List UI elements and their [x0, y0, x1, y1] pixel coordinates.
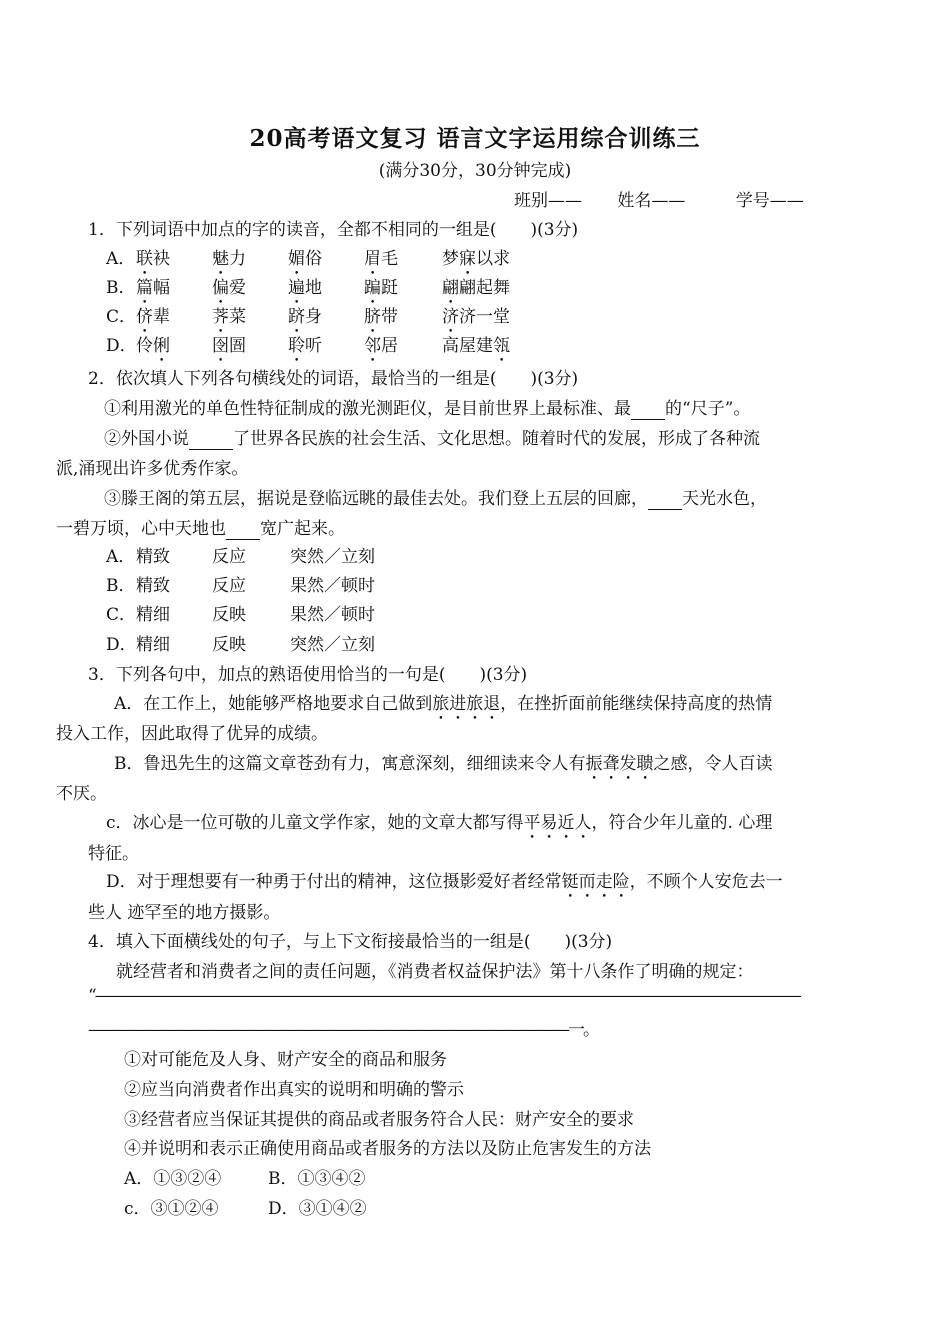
q3-option-b	[114, 749, 773, 784]
q4-intro: 就经营者和消费者之间的责任问题，《消费者权益保护法》第十八条作了明确的规定：	[116, 962, 754, 982]
q2-d-word-1: 精细	[136, 635, 170, 655]
page-subtitle: (满分30分，30分钟完成)	[378, 161, 572, 181]
dotted-char: 遍	[288, 278, 305, 298]
dotted-char: 媚	[288, 249, 305, 269]
q2-b-word-2: 反应	[212, 576, 246, 596]
text: 的“尺子”。	[665, 399, 751, 419]
q2-c-word-3: 果然／顿时	[290, 605, 375, 625]
option-label: C．	[106, 605, 137, 625]
dotted-char: 跻	[288, 307, 305, 327]
q2-c-word-1: 精细	[136, 605, 170, 625]
text: D．对于理想要有一种勇于付出的精神，这位摄影爱好者经常	[106, 872, 562, 892]
fill-blank	[631, 399, 665, 420]
dotted-char: 瓴	[493, 336, 510, 356]
dotted-char: 联	[136, 249, 153, 269]
q1-a-word-5: 梦寐以求	[442, 249, 510, 269]
dotted-char: 眉	[364, 249, 381, 269]
q3-option-b-cont: 不厌。	[56, 784, 107, 804]
q2-b-word-1: 精致	[136, 576, 170, 596]
text: 了世界各民族的社会生活、文化思想。随着时代的发展，形成了各种流	[233, 429, 760, 449]
text: 之感，令人百读	[653, 754, 773, 774]
q4-option-b: B．①③④②	[268, 1169, 366, 1189]
class-field-label: 班别——	[514, 191, 582, 211]
q1-option-b	[106, 273, 136, 298]
option-label: A．	[106, 547, 136, 567]
dotted-char: 翩	[442, 278, 459, 298]
q4-answer-line-2: ————————————————————————————————一。	[88, 1020, 598, 1040]
text: ，不顾个人安危去一	[629, 872, 783, 892]
dotted-char: 济	[442, 307, 459, 327]
text: ，符合少年儿童的. 心理	[591, 813, 773, 833]
name-field-label: 姓名——	[617, 191, 686, 211]
text: ①利用激光的单色性特征制成的激光测距仪，是目前世界上最标准、最	[104, 399, 631, 419]
q4-option-d: D．③①④②	[268, 1199, 367, 1219]
text: c．冰心是一位可敬的儿童文学作家，她的文章大都写得	[106, 813, 524, 833]
q2-option-a	[106, 542, 135, 567]
option-label: A．	[106, 249, 136, 269]
q1-c-word-5: 济济一堂	[442, 307, 510, 327]
option-label: C．	[106, 307, 137, 327]
dotted-char: 俐	[153, 336, 170, 356]
option-label: D．	[106, 336, 137, 356]
q2-a-word-3: 突然／立刻	[290, 547, 375, 567]
dotted-char: 寐	[459, 249, 476, 269]
q2-sentence-2	[104, 424, 760, 450]
q4-option-c: c．③①②④	[124, 1199, 219, 1219]
q3-option-a-cont: 投入工作，因此取得了优异的成绩。	[56, 724, 328, 744]
dotted-char: 脐	[364, 307, 381, 327]
dotted-idiom: 平易近人	[523, 813, 592, 833]
q2-stem: 2．依次填人下列各句横线处的词语，最恰当的一组是( )(3分)	[88, 369, 579, 389]
q3-option-c-cont: 特征。	[88, 844, 139, 864]
q1-a-word-2: 魅力	[212, 249, 246, 269]
text: ②外国小说	[104, 429, 189, 449]
q3-option-c	[106, 808, 772, 843]
option-label: B．	[106, 576, 136, 596]
dotted-char: 魅	[212, 249, 229, 269]
q1-d-word-3: 聆听	[288, 336, 322, 356]
dotted-char: 篇	[136, 278, 153, 298]
q1-c-word-4: 脐带	[364, 307, 398, 327]
q2-option-c	[106, 600, 136, 625]
q2-sentence-3	[104, 484, 767, 510]
q2-a-word-2: 反应	[212, 547, 246, 567]
q4-option-a: A．①③②④	[124, 1169, 222, 1189]
q4-answer-line-1: “———————————————————————————————————————————————	[88, 986, 800, 1006]
q1-b-word-1: 篇幅	[136, 278, 170, 298]
q1-c-word-1: 侪辈	[136, 307, 170, 327]
q2-sentence-2-cont: 派,涌现出许多优秀作家。	[56, 459, 249, 479]
dotted-char: 囹	[212, 336, 229, 356]
q1-option-d	[106, 331, 137, 356]
q1-option-c	[106, 302, 136, 327]
q2-d-word-2: 反映	[212, 635, 246, 655]
q1-b-word-2: 偏爱	[212, 278, 246, 298]
text: A．在工作上，她能够严格地要求自己做到	[114, 694, 433, 714]
dotted-char: 蹁	[364, 278, 381, 298]
dotted-char: 聆	[288, 336, 305, 356]
dotted-char: 偏	[212, 278, 229, 298]
number-field-label: 学号——	[735, 191, 804, 211]
q4-item-1: ①对可能危及人身、财产安全的商品和服务	[124, 1050, 447, 1070]
q1-c-word-2: 荠菜	[212, 307, 246, 327]
q2-a-word-1: 精致	[136, 547, 170, 567]
q2-option-b	[106, 571, 136, 596]
fill-blank	[189, 429, 233, 450]
fill-blank	[648, 489, 682, 510]
q1-d-word-2: 囹圄	[212, 336, 246, 356]
text: B．鲁迅先生的这篇文章苍劲有力，寓意深刻，细细读来令人有	[114, 754, 586, 774]
q1-b-word-4: 蹁跹	[364, 278, 398, 298]
dotted-char: 荠	[212, 307, 229, 327]
dotted-idiom: 振聋发聩	[585, 754, 654, 774]
q4-stem: 4．填入下面横线处的句子，与上下文衔接最恰当的一组是( )(3分)	[88, 932, 613, 952]
dotted-idiom: 铤而走险	[561, 872, 630, 892]
q1-a-word-1: 联袂	[136, 249, 170, 269]
text: ③滕王阁的第五层，据说是登临远眺的最佳去处。我们登上五层的回廊，	[104, 489, 648, 509]
q1-b-word-3: 遍地	[288, 278, 322, 298]
dotted-char: 侪	[136, 307, 153, 327]
q2-sentence-1	[104, 394, 750, 420]
text: 宽广起来。	[260, 519, 345, 539]
student-info	[514, 186, 834, 211]
dotted-idiom: 旅进旅退	[432, 694, 501, 714]
q4-item-4: ④并说明和表示正确使用商品或者服务的方法以及防止危害发生的方法	[124, 1139, 651, 1159]
text: 一碧万顷，心中天地也	[56, 519, 226, 539]
q4-item-2: ②应当向消费者作出真实的说明和明确的警示	[124, 1080, 464, 1100]
q2-c-word-2: 反映	[212, 605, 246, 625]
page-title: 20高考语文复习 语言文字运用综合训练三	[249, 125, 701, 152]
q2-b-word-3: 果然／顿时	[290, 576, 375, 596]
q3-option-d	[106, 867, 783, 902]
q3-option-d-cont: 些人 迹罕至的地方摄影。	[88, 903, 281, 923]
q2-option-d	[106, 630, 137, 655]
option-label: B．	[106, 278, 136, 298]
q1-d-word-1: 伶俐	[136, 336, 170, 356]
q1-stem: 1．下列词语中加点的字的读音，全都不相同的一组是( )(3分)	[88, 220, 579, 240]
fill-blank	[226, 519, 260, 540]
q2-d-word-3: 突然／立刻	[290, 635, 375, 655]
text: 天光水色，	[682, 489, 767, 509]
q1-option-a	[106, 244, 135, 269]
text: ，在挫折面前能继续保持高度的热情	[500, 694, 773, 714]
q1-b-word-5: 翩翩起舞	[442, 278, 510, 298]
q3-stem: 3．下列各句中，加点的熟语使用恰当的一句是( )(3分)	[88, 665, 528, 685]
q1-d-word-5: 高屋建瓴	[442, 336, 510, 356]
option-label: D．	[106, 635, 137, 655]
q1-a-word-3: 媚俗	[288, 249, 322, 269]
dotted-char: 邻	[364, 336, 381, 356]
q1-c-word-3: 跻身	[288, 307, 322, 327]
q2-sentence-3-cont	[56, 514, 345, 540]
q4-item-3: ③经营者应当保证其提供的商品或者服务符合人民：财产安全的要求	[124, 1110, 634, 1130]
q1-a-word-4: 眉毛	[364, 249, 398, 269]
q1-d-word-4: 邻居	[364, 336, 398, 356]
